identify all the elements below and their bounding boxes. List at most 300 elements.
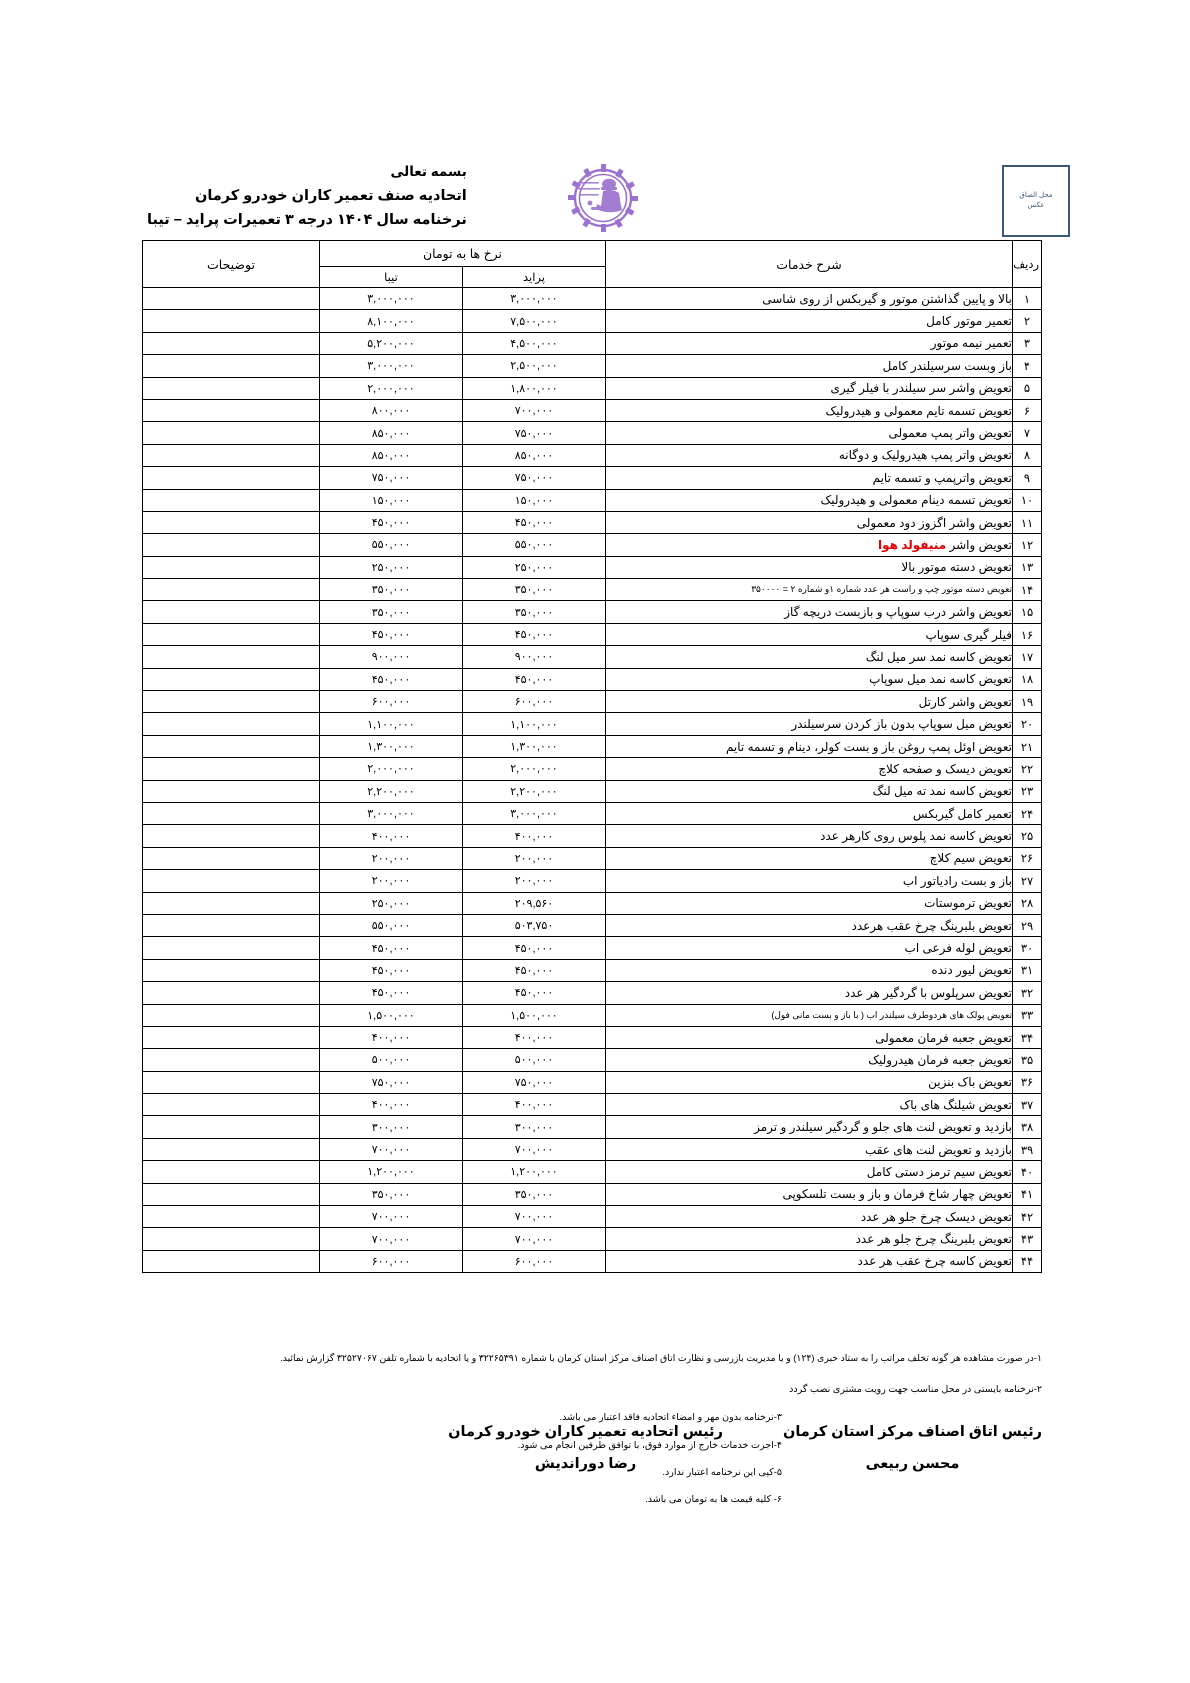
cell-notes [143,422,320,444]
header-titles [147,160,467,232]
cell-description: تعویض کاسه نمد میل سوپاپ [606,668,1013,690]
cell-description: تعویض کاسه نمد سر میل لنگ [606,646,1013,668]
cell-notes [143,623,320,645]
cell-price-pride: ۵۰۳,۷۵۰ [463,914,606,936]
col-header-tiba-label: تیبا [384,272,398,284]
table-row [143,1250,1042,1272]
cell-row-number: ۲۲ [1013,758,1042,780]
cell-notes [143,355,320,377]
cell-price-pride: ۴۵۰,۰۰۰ [463,937,606,959]
cell-description: تعویض شیلنگ های باک [606,1094,1013,1116]
table-row [143,802,1042,824]
cell-description: تعویض واترپمپ و تسمه تایم [606,467,1013,489]
cell-notes [143,802,320,824]
cell-price-tiba: ۴۵۰,۰۰۰ [320,623,463,645]
cell-price-pride: ۴۰۰,۰۰۰ [463,825,606,847]
signature-union-head-title: رئیس اتحادیه تعمیر کاران خودرو کرمان [448,1424,723,1440]
cell-notes [143,601,320,623]
cell-price-pride: ۴۵۰,۰۰۰ [463,982,606,1004]
table-body [143,288,1042,1273]
table-row [143,1206,1042,1228]
table-row [143,1116,1042,1138]
cell-price-pride: ۷۵۰,۰۰۰ [463,422,606,444]
cell-price-pride: ۳۵۰,۰۰۰ [463,1183,606,1205]
cell-description: تعمیر موتور کامل [606,310,1013,332]
table-row [143,601,1042,623]
col-header-pride [463,267,606,288]
note-4: ۴-اجرت خدمات خارج از موارد فوق، با توافق طرفین انجام می شود. [517,1439,782,1451]
cell-price-pride: ۴۵۰,۰۰۰ [463,668,606,690]
cell-price-tiba: ۴۵۰,۰۰۰ [320,937,463,959]
cell-description: تعویض سرپلوس با گردگیر هر عدد [606,982,1013,1004]
cell-price-tiba: ۱,۵۰۰,۰۰۰ [320,1004,463,1026]
cell-description: تعویض میل سوپاپ بدون باز کردن سرسیلندر [606,713,1013,735]
cell-row-number: ۷ [1013,422,1042,444]
col-header-description-label: شرح خدمات [776,257,842,272]
cell-description: تعویض تسمه دینام معمولی و هیدرولیک [606,489,1013,511]
cell-price-pride: ۲۰۰,۰۰۰ [463,847,606,869]
cell-description: تعویض لیور دنده [606,959,1013,981]
bismillah-text: بسمه تعالی [390,164,467,179]
cell-price-pride: ۱,۵۰۰,۰۰۰ [463,1004,606,1026]
cell-price-pride: ۴۵۰,۰۰۰ [463,959,606,981]
cell-row-number: ۲۶ [1013,847,1042,869]
cell-row-number: ۴ [1013,355,1042,377]
cell-description: تعویض دسته موتور بالا [606,556,1013,578]
table-row [143,511,1042,533]
cell-notes [143,959,320,981]
cell-price-tiba: ۲۰۰,۰۰۰ [320,870,463,892]
cell-description: باز وبست سرسیلندر کامل [606,355,1013,377]
table-row [143,534,1042,556]
cell-notes [143,1026,320,1048]
table-row [143,735,1042,757]
cell-notes [143,646,320,668]
table-row [143,1004,1042,1026]
photo-box-line-1: محل الصاق [1019,191,1053,199]
table-row [143,422,1042,444]
table-row [143,579,1042,601]
cell-price-tiba: ۲,۲۰۰,۰۰۰ [320,780,463,802]
cell-description: تعویض کاسه نمد ته میل لنگ [606,780,1013,802]
cell-description: تعویض سیم ترمز دستی کامل [606,1161,1013,1183]
cell-description: تعویض اوئل پمپ روغن باز و بست کولر، دینام و تسمه تایم [606,735,1013,757]
cell-notes [143,1228,320,1250]
cell-description: فیلر گیری سوپاپ [606,623,1013,645]
cell-notes [143,511,320,533]
union-name-title: اتحادیه صنف تعمیر کاران خودرو کرمان [194,187,467,204]
photo-attach-box [1002,165,1070,237]
cell-notes [143,1071,320,1093]
cell-description: تعویض واشر سر سیلندر با فیلر گیری [606,377,1013,399]
cell-row-number: ۴۴ [1013,1250,1042,1272]
cell-row-number: ۱ [1013,288,1042,310]
cell-row-number: ۲۷ [1013,870,1042,892]
cell-row-number: ۶ [1013,399,1042,421]
table-row [143,758,1042,780]
cell-row-number: ۲۹ [1013,914,1042,936]
cell-row-number: ۳۹ [1013,1138,1042,1160]
cell-row-number: ۱۷ [1013,646,1042,668]
cell-price-pride: ۱,۱۰۰,۰۰۰ [463,713,606,735]
cell-price-tiba: ۱۵۰,۰۰۰ [320,489,463,511]
document-header [147,160,1053,238]
cell-price-tiba: ۷۰۰,۰۰۰ [320,1206,463,1228]
table-row [143,668,1042,690]
table-row [143,332,1042,354]
table-row [143,1161,1042,1183]
cell-price-tiba: ۲۰۰,۰۰۰ [320,847,463,869]
cell-price-tiba: ۴۰۰,۰۰۰ [320,1026,463,1048]
cell-price-pride: ۳,۰۰۰,۰۰۰ [463,802,606,824]
cell-notes [143,870,320,892]
cell-notes [143,1183,320,1205]
cell-description-text: تعویض واشر [946,537,1012,552]
col-header-notes [143,241,320,288]
cell-price-tiba: ۳۵۰,۰۰۰ [320,1183,463,1205]
table-row [143,288,1042,310]
cell-notes [143,1049,320,1071]
cell-notes [143,735,320,757]
cell-description: تعویض چهار شاخ فرمان و باز و بست تلسکوپی [606,1183,1013,1205]
cell-description: تعویض کاسه چرخ عقب هر عدد [606,1250,1013,1272]
cell-notes [143,467,320,489]
cell-price-pride: ۲,۰۰۰,۰۰۰ [463,758,606,780]
cell-price-tiba: ۷۵۰,۰۰۰ [320,1071,463,1093]
cell-price-pride: ۷,۵۰۰,۰۰۰ [463,310,606,332]
cell-notes [143,1004,320,1026]
cell-description: تعویض واشر درب سوپاپ و بازبست دریچه گاز [606,601,1013,623]
cell-price-tiba: ۲,۰۰۰,۰۰۰ [320,377,463,399]
cell-notes [143,1206,320,1228]
cell-price-tiba: ۸۰۰,۰۰۰ [320,399,463,421]
cell-description: تعویض دیسک چرخ جلو هر عدد [606,1206,1013,1228]
cell-description: تعویض واتر پمپ معمولی [606,422,1013,444]
cell-notes [143,1138,320,1160]
cell-price-tiba: ۴۰۰,۰۰۰ [320,1094,463,1116]
cell-notes [143,847,320,869]
cell-price-tiba: ۹۰۰,۰۰۰ [320,646,463,668]
cell-notes [143,914,320,936]
cell-price-pride: ۷۰۰,۰۰۰ [463,1228,606,1250]
cell-notes [143,556,320,578]
table-row [143,825,1042,847]
cell-notes [143,1250,320,1272]
cell-price-pride: ۲,۵۰۰,۰۰۰ [463,355,606,377]
table-row [143,1071,1042,1093]
cell-row-number: ۳۸ [1013,1116,1042,1138]
cell-description: تعویض لوله فرعی اب [606,937,1013,959]
cell-notes [143,668,320,690]
table-row [143,1228,1042,1250]
cell-price-pride: ۴۵۰,۰۰۰ [463,511,606,533]
cell-price-pride: ۶۰۰,۰۰۰ [463,691,606,713]
table-row [143,982,1042,1004]
cell-notes [143,288,320,310]
cell-notes [143,713,320,735]
cell-description: تعویض واشر اگزوز دود معمولی [606,511,1013,533]
cell-notes [143,534,320,556]
cell-price-pride: ۱,۲۰۰,۰۰۰ [463,1161,606,1183]
cell-description: تعویض دیسک و صفحه کلاچ [606,758,1013,780]
cell-price-tiba: ۱,۲۰۰,۰۰۰ [320,1161,463,1183]
cell-description: باز و بست رادیاتور اب [606,870,1013,892]
cell-description-highlight: منیفولد هوا [878,537,947,552]
cell-price-tiba: ۲,۰۰۰,۰۰۰ [320,758,463,780]
cell-row-number: ۹ [1013,467,1042,489]
cell-price-pride: ۴۰۰,۰۰۰ [463,1094,606,1116]
cell-row-number: ۲۰ [1013,713,1042,735]
cell-description: تعویض واتر پمپ هیدرولیک و دوگانه [606,444,1013,466]
cell-row-number: ۴۲ [1013,1206,1042,1228]
signature-union-head [448,1424,723,1472]
note-1: ۱-در صورت مشاهده هر گونه تخلف مراتب را به ستاد خبری (۱۲۴) و یا مدیریت بازرسی و نظارت اتاق اصناف مرکز استان کرمان با شماره ۳۲۲۶۵۳۹۱ و یا اتحادیه با شماره تلفن ۳۲۵۲۷۰۶۷ گزارش نمائید. [280,1353,1042,1363]
cell-row-number: ۳۲ [1013,982,1042,1004]
table-row [143,959,1042,981]
cell-price-pride: ۳۰۰,۰۰۰ [463,1116,606,1138]
cell-price-tiba: ۳۵۰,۰۰۰ [320,601,463,623]
table-row [143,1026,1042,1048]
cell-price-pride: ۵۵۰,۰۰۰ [463,534,606,556]
table-row [143,399,1042,421]
cell-price-tiba: ۴۰۰,۰۰۰ [320,825,463,847]
table-row [143,870,1042,892]
cell-notes [143,310,320,332]
cell-price-pride: ۷۵۰,۰۰۰ [463,1071,606,1093]
cell-row-number: ۳ [1013,332,1042,354]
cell-price-tiba: ۷۵۰,۰۰۰ [320,467,463,489]
cell-price-tiba: ۶۰۰,۰۰۰ [320,691,463,713]
cell-row-number: ۱۶ [1013,623,1042,645]
cell-price-pride: ۱,۸۰۰,۰۰۰ [463,377,606,399]
cell-notes [143,399,320,421]
cell-row-number: ۵ [1013,377,1042,399]
table-row [143,377,1042,399]
cell-row-number: ۱۱ [1013,511,1042,533]
cell-price-tiba: ۳,۰۰۰,۰۰۰ [320,802,463,824]
cell-price-pride: ۳۵۰,۰۰۰ [463,601,606,623]
cell-price-tiba: ۴۵۰,۰۰۰ [320,511,463,533]
table-row [143,847,1042,869]
signature-union-head-name: رضا دوراندیش [534,1456,637,1472]
cell-price-pride: ۴۵۰,۰۰۰ [463,623,606,645]
table-row [143,691,1042,713]
cell-row-number: ۱۰ [1013,489,1042,511]
cell-price-pride: ۲۰۹,۵۶۰ [463,892,606,914]
cell-price-tiba: ۸۵۰,۰۰۰ [320,444,463,466]
cell-price-tiba: ۵۵۰,۰۰۰ [320,914,463,936]
cell-description: تعویض جعبه فرمان معمولی [606,1026,1013,1048]
signature-chamber-head [783,1424,1042,1472]
cell-notes [143,579,320,601]
cell-description: تعویض پولک های هردوطرف سیلندر اب ( با باز و بست مانی فول) [606,1004,1013,1026]
cell-notes [143,982,320,1004]
table-row [143,892,1042,914]
cell-notes [143,892,320,914]
cell-price-pride: ۷۵۰,۰۰۰ [463,467,606,489]
col-header-rates-group [320,241,606,267]
cell-description: تعویض بلبرینگ چرخ عقب هرعدد [606,914,1013,936]
cell-price-tiba: ۴۵۰,۰۰۰ [320,668,463,690]
cell-row-number: ۳۵ [1013,1049,1042,1071]
cell-row-number: ۴۳ [1013,1228,1042,1250]
cell-notes [143,444,320,466]
cell-price-pride: ۲۵۰,۰۰۰ [463,556,606,578]
cell-description: تعویض واشر کارتل [606,691,1013,713]
cell-price-tiba: ۵۰۰,۰۰۰ [320,1049,463,1071]
cell-row-number: ۱۵ [1013,601,1042,623]
cell-row-number: ۳۶ [1013,1071,1042,1093]
cell-notes [143,691,320,713]
cell-row-number: ۳۳ [1013,1004,1042,1026]
table-row [143,1183,1042,1205]
cell-price-pride: ۷۰۰,۰۰۰ [463,1138,606,1160]
cell-row-number: ۱۲ [1013,534,1042,556]
cell-row-number: ۳۱ [1013,959,1042,981]
table-row [143,780,1042,802]
cell-price-pride: ۴۰۰,۰۰۰ [463,1026,606,1048]
cell-price-tiba: ۸,۱۰۰,۰۰۰ [320,310,463,332]
note-6: ۶- کلیه قیمت ها به تومان می باشد. [645,1494,782,1506]
cell-notes [143,332,320,354]
cell-notes [143,1094,320,1116]
cell-row-number: ۳۷ [1013,1094,1042,1116]
cell-notes [143,937,320,959]
cell-row-number: ۲ [1013,310,1042,332]
cell-description: تعویض باک بنزین [606,1071,1013,1093]
cell-price-tiba: ۴۵۰,۰۰۰ [320,982,463,1004]
note-2: ۲-نرخنامه بایستی در محل مناسب جهت رویت مشتری نصب گردد [789,1384,1042,1396]
col-header-rates-group-label: نرخ ها به تومان [422,247,503,261]
cell-row-number: ۸ [1013,444,1042,466]
table-row [143,914,1042,936]
price-list-table [142,240,1042,1273]
cell-price-pride: ۶۰۰,۰۰۰ [463,1250,606,1272]
cell-description: بازدید و تعویض لنت های عقب [606,1138,1013,1160]
table-row [143,556,1042,578]
cell-price-tiba: ۳۵۰,۰۰۰ [320,579,463,601]
cell-price-pride: ۱۵۰,۰۰۰ [463,489,606,511]
cell-price-tiba: ۳,۰۰۰,۰۰۰ [320,288,463,310]
cell-price-tiba: ۱,۱۰۰,۰۰۰ [320,713,463,735]
col-header-row-number-label: ردیف [1013,259,1039,271]
cell-row-number: ۱۸ [1013,668,1042,690]
table-head [143,241,1042,288]
cell-notes [143,377,320,399]
cell-row-number: ۳۰ [1013,937,1042,959]
note-3: ۳-نرخنامه بدون مهر و امضاء اتحادیه فاقد اعتبار می باشد. [559,1412,782,1424]
table-row [143,310,1042,332]
table-row [143,467,1042,489]
tariff-title: نرخنامه سال ۱۴۰۴ درجه ۳ تعمیرات پراید – تیبا [147,212,467,229]
col-header-description [606,241,1013,288]
col-header-row-number [1013,241,1042,288]
cell-notes [143,758,320,780]
table-row [143,1049,1042,1071]
table-row [143,1094,1042,1116]
cell-price-tiba: ۵,۲۰۰,۰۰۰ [320,332,463,354]
cell-price-tiba: ۱,۳۰۰,۰۰۰ [320,735,463,757]
union-emblem-icon [557,160,643,236]
signature-area [442,1424,1042,1472]
cell-description: تعویض سیم کلاچ [606,847,1013,869]
signature-chamber-head-title: رئیس اتاق اصناف مرکز استان کرمان [782,1424,1042,1440]
table-row [143,713,1042,735]
cell-row-number: ۲۸ [1013,892,1042,914]
cell-price-pride: ۹۰۰,۰۰۰ [463,646,606,668]
cell-price-pride: ۵۰۰,۰۰۰ [463,1049,606,1071]
cell-notes [143,825,320,847]
cell-price-tiba: ۷۰۰,۰۰۰ [320,1138,463,1160]
cell-description: تعویض دسته موتور چپ و راست هر عدد شماره ۱و شماره ۲ = ۳۵۰۰۰۰ [606,579,1013,601]
cell-row-number: ۲۳ [1013,780,1042,802]
cell-price-tiba: ۲۵۰,۰۰۰ [320,892,463,914]
cell-price-pride: ۳۵۰,۰۰۰ [463,579,606,601]
cell-price-tiba: ۸۵۰,۰۰۰ [320,422,463,444]
cell-price-tiba: ۵۵۰,۰۰۰ [320,534,463,556]
cell-price-pride: ۲۰۰,۰۰۰ [463,870,606,892]
table-row [143,1138,1042,1160]
cell-row-number: ۳۴ [1013,1026,1042,1048]
signature-chamber-head-name: محسن ربیعی [865,1456,960,1472]
cell-row-number: ۱۳ [1013,556,1042,578]
cell-notes [143,780,320,802]
table-header-row-1 [143,241,1042,267]
col-header-notes-label: توضیحات [207,257,255,272]
cell-description: تعویض بلبرینگ چرخ جلو هر عدد [606,1228,1013,1250]
cell-description: تعویض کاسه نمد پلوس روی کارهر عدد [606,825,1013,847]
table-row [143,444,1042,466]
col-header-pride-label: پراید [523,272,545,284]
note-5: ۵-کپی این نرخنامه اعتبار ندارد. [662,1466,782,1478]
cell-price-pride: ۳,۰۰۰,۰۰۰ [463,288,606,310]
cell-row-number: ۴۰ [1013,1161,1042,1183]
cell-price-tiba: ۷۰۰,۰۰۰ [320,1228,463,1250]
cell-price-pride: ۱,۳۰۰,۰۰۰ [463,735,606,757]
cell-price-pride: ۷۰۰,۰۰۰ [463,399,606,421]
cell-price-pride: ۷۰۰,۰۰۰ [463,1206,606,1228]
cell-row-number: ۱۹ [1013,691,1042,713]
photo-box-line-2: عکس [1027,202,1045,209]
cell-price-tiba: ۳۰۰,۰۰۰ [320,1116,463,1138]
table-row [143,646,1042,668]
cell-description: تعویض ترموستات [606,892,1013,914]
cell-description: تعمیر کامل گیربکس [606,802,1013,824]
cell-description: بالا و پایین گذاشتن موتور و گیربکس از روی شاسی [606,288,1013,310]
table-row [143,623,1042,645]
cell-notes [143,1161,320,1183]
cell-price-pride: ۸۵۰,۰۰۰ [463,444,606,466]
cell-description: تعمیر نیمه موتور [606,332,1013,354]
cell-row-number: ۱۴ [1013,579,1042,601]
cell-notes [143,489,320,511]
table-row [143,355,1042,377]
cell-price-pride: ۴,۵۰۰,۰۰۰ [463,332,606,354]
cell-price-tiba: ۳,۰۰۰,۰۰۰ [320,355,463,377]
cell-price-tiba: ۴۵۰,۰۰۰ [320,959,463,981]
col-header-tiba [320,267,463,288]
table-row [143,937,1042,959]
cell-description: تعویض جعبه فرمان هیدرولیک [606,1049,1013,1071]
cell-description [606,534,1013,556]
cell-description: بازدید و تعویض لنت های جلو و گردگیر سیلندر و ترمز [606,1116,1013,1138]
cell-row-number: ۲۴ [1013,802,1042,824]
cell-price-tiba: ۲۵۰,۰۰۰ [320,556,463,578]
cell-row-number: ۴۱ [1013,1183,1042,1205]
cell-price-pride: ۲,۲۰۰,۰۰۰ [463,780,606,802]
cell-row-number: ۲۵ [1013,825,1042,847]
cell-row-number: ۲۱ [1013,735,1042,757]
